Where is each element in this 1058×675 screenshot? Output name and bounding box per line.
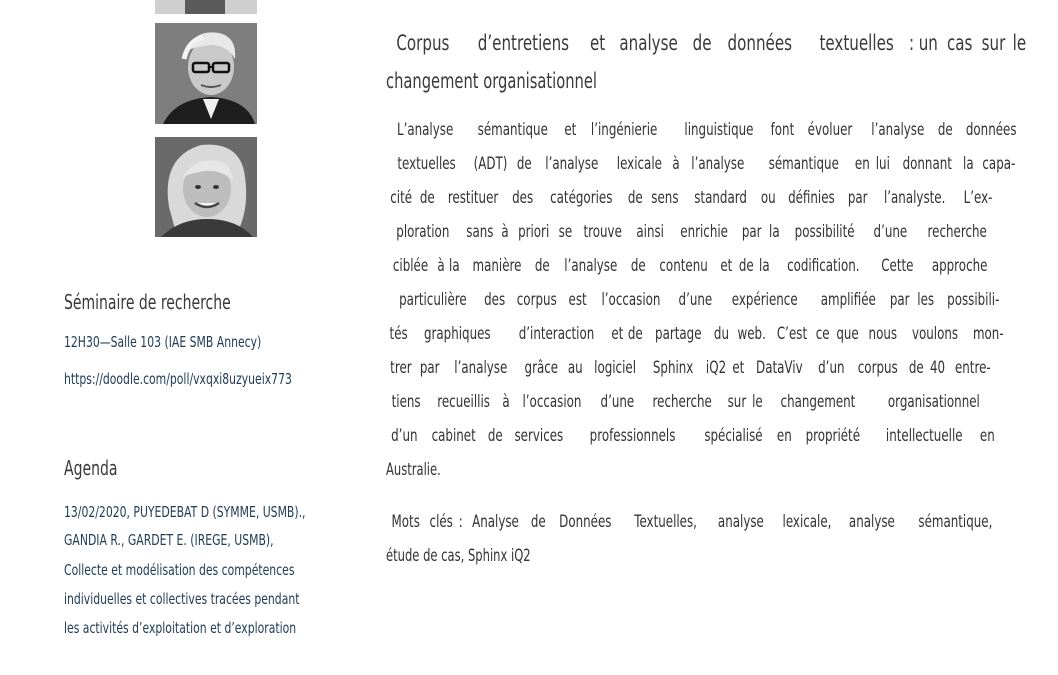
abstract-line: particulière des corpus est l’occasion d’une expérience amplifiée par les possibili- — [399, 290, 1000, 309]
portrait-image — [155, 137, 257, 237]
abstract-line: trer par l’analyse grâce au logiciel Sphinx iQ2 et DataViv d’un corpus de 40 entre- — [390, 358, 991, 377]
portrait-photo-top — [155, 0, 257, 14]
abstract-line: ciblée à la manière de l’analyse de contenu et de la codification. Cette approche — [392, 256, 988, 275]
portrait-image — [155, 0, 257, 14]
article-title — [386, 24, 1027, 100]
keywords-line: Mots clés : Analyse de Données Textuelles, analyse lexicale, analyse sémantique, — [391, 512, 993, 531]
abstract-line: Australie. — [386, 460, 441, 479]
seminar-heading: Séminaire de recherche — [64, 290, 231, 314]
abstract-line: ploration sans à priori se trouve ainsi enrichie par la possibilité d’une recherche — [396, 222, 987, 241]
agenda-line: Collecte et modélisation des compétences — [64, 561, 295, 579]
agenda-line: 13/02/2020, PUYEDEBAT D (SYMME, USMB)., — [64, 503, 306, 521]
seminar-time-place: 12H30—Salle 103 (IAE SMB Annecy) — [64, 333, 262, 351]
portrait-photo-man — [155, 23, 257, 124]
abstract-line: d’un cabinet de services professionnels spécialisé en propriété intellectuelle en — [391, 426, 996, 445]
agenda-line: les activités d’exploitation et d’exploration — [64, 619, 297, 637]
agenda-line: GANDIA R., GARDET E. (IREGE, USMB), — [64, 531, 274, 549]
abstract-line: tés graphiques d’interaction et de partage du web. C’est ce que nous voulons mon- — [389, 324, 1004, 343]
keywords-line: étude de cas, Sphinx iQ2 — [386, 546, 531, 565]
abstract-line: L’analyse sémantique et l’ingénierie linguistique font évoluer l’analyse de données — [396, 120, 1017, 139]
seminar-doodle-link[interactable]: https://doodle.com/poll/vxqxi8uzyueix773 — [64, 370, 292, 388]
agenda-line: individuelles et collectives tracées pendant — [64, 590, 300, 608]
article-title-line: Corpus d’entretiens et analyse de données textuelles : un cas sur le — [396, 31, 1027, 55]
portrait-photo-woman — [155, 137, 257, 237]
abstract-line: tiens recueillis à l’occasion d’une recherche sur le changement organisationnel — [391, 392, 981, 411]
abstract-line: textuelles (ADT) de l’analyse lexicale à l’analyse sémantique en lui donnant la capa- — [397, 154, 1016, 173]
agenda-heading: Agenda — [64, 456, 118, 480]
abstract-line: cité de restituer des catégories de sens standard ou définies par l’analyste. L’ex- — [390, 188, 993, 207]
article-title-line: changement organisationnel — [386, 69, 598, 93]
portrait-image — [155, 23, 257, 124]
